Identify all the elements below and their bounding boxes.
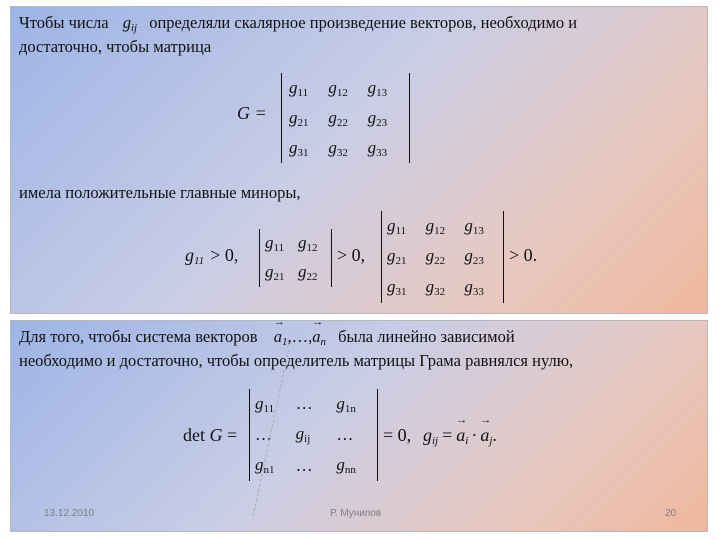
matrix-g-cell: $g_{32}$: [328, 137, 348, 159]
det-right-bar: [377, 389, 378, 481]
det-cell: $g_{n1}$: [255, 455, 275, 477]
matrix-left-bracket: [281, 73, 282, 163]
text-fragment: была линейно зависимой: [338, 327, 515, 346]
matrix-g-cell: $g_{22}$: [328, 107, 348, 129]
minor-3-right-bar: [503, 211, 504, 303]
det-cell: $g_{11}$: [255, 393, 275, 415]
minor-2-cell: $g_{21}$: [265, 262, 285, 283]
det-cell: $g_{1n}$: [336, 393, 356, 415]
minor-1: $g_{11} > 0$,: [185, 245, 239, 267]
text-line-1: [19, 13, 577, 34]
matrix-g-cell: $g_{33}$: [367, 137, 388, 159]
minor-2-relation: > 0,: [337, 245, 366, 265]
minor-3-cell: $g_{13}$: [464, 215, 484, 237]
matrix-g-cell: $g_{13}$: [367, 77, 388, 99]
matrix-g-cell: $g_{11}$: [289, 77, 309, 99]
text-fragment: Для того, чтобы система векторов: [19, 327, 258, 346]
minor-3: [387, 211, 503, 303]
matrix-g-cell: $g_{23}$: [367, 107, 388, 129]
footer-page-number: 20: [665, 508, 677, 519]
minor-3-cell: $g_{33}$: [464, 277, 484, 299]
top-content-panel: [10, 6, 708, 314]
text-fragment: Чтобы числа: [19, 13, 109, 32]
text-fragment: определяли скалярное произведение векторов, необходимо и: [149, 13, 578, 32]
det-cell: $g_{nn}$: [336, 455, 356, 477]
det-cell: …: [295, 455, 313, 475]
minor-3-cell: $g_{12}$: [425, 215, 446, 237]
det-cell: …: [336, 424, 354, 444]
matrix-right-bracket: [409, 73, 410, 163]
minor-2-cell: $g_{12}$: [298, 233, 318, 254]
gram-determinant: [255, 389, 377, 481]
minor-3-cell: $g_{21}$: [387, 246, 407, 268]
matrix-g-cell: $g_{12}$: [328, 77, 348, 99]
minor-2-cell: $g_{22}$: [298, 262, 318, 283]
bottom-content-panel: [10, 320, 708, 532]
minor-3-left-bar: [381, 211, 382, 303]
minor-3-cell: $g_{11}$: [387, 215, 407, 237]
footer-author: Р. Мунипов: [330, 508, 382, 519]
gij-symbol: $g_{ij}$: [122, 13, 138, 34]
minor-3-cell: $g_{32}$: [425, 277, 446, 299]
minor-3-relation: > 0.: [509, 245, 538, 265]
det-cell: …: [255, 424, 272, 444]
minor-2-left-bar: [259, 229, 260, 287]
minor-3-cell: $g_{23}$: [464, 246, 484, 268]
minor-2: [265, 229, 331, 287]
matrix-g: [289, 73, 407, 163]
matrix-g-cell: $g_{21}$: [289, 107, 309, 129]
gram-definition: $g_{ij} =\to a_i \cdot\to a_j$.: [423, 425, 497, 447]
minor-2-cell: $g_{11}$: [265, 233, 285, 254]
vector-system: → $a_1,\dots,\to a_n$: [274, 327, 326, 346]
text-line-3: имела положительные главные миноры,: [19, 183, 301, 202]
minor-3-cell: $g_{22}$: [425, 246, 446, 268]
det-label: det G =: [183, 425, 238, 445]
det-left-bar: [249, 389, 250, 481]
text-line-5: необходимо и достаточно, чтобы определитель матрицы Грама равнялся нулю,: [19, 351, 574, 370]
footer-date: 13.12.2010: [44, 508, 95, 519]
det-relation: = 0,: [383, 425, 412, 445]
matrix-g-cell: $g_{31}$: [289, 137, 309, 159]
matrix-g-label: G =: [237, 103, 267, 123]
det-cell: …: [295, 394, 313, 414]
det-cell: $g_{ij}$: [295, 424, 311, 446]
minor-3-cell: $g_{31}$: [387, 277, 407, 299]
minor-2-right-bar: [331, 229, 332, 287]
text-line-4: [19, 327, 515, 348]
text-line-2: достаточно, чтобы матрица: [19, 37, 212, 56]
